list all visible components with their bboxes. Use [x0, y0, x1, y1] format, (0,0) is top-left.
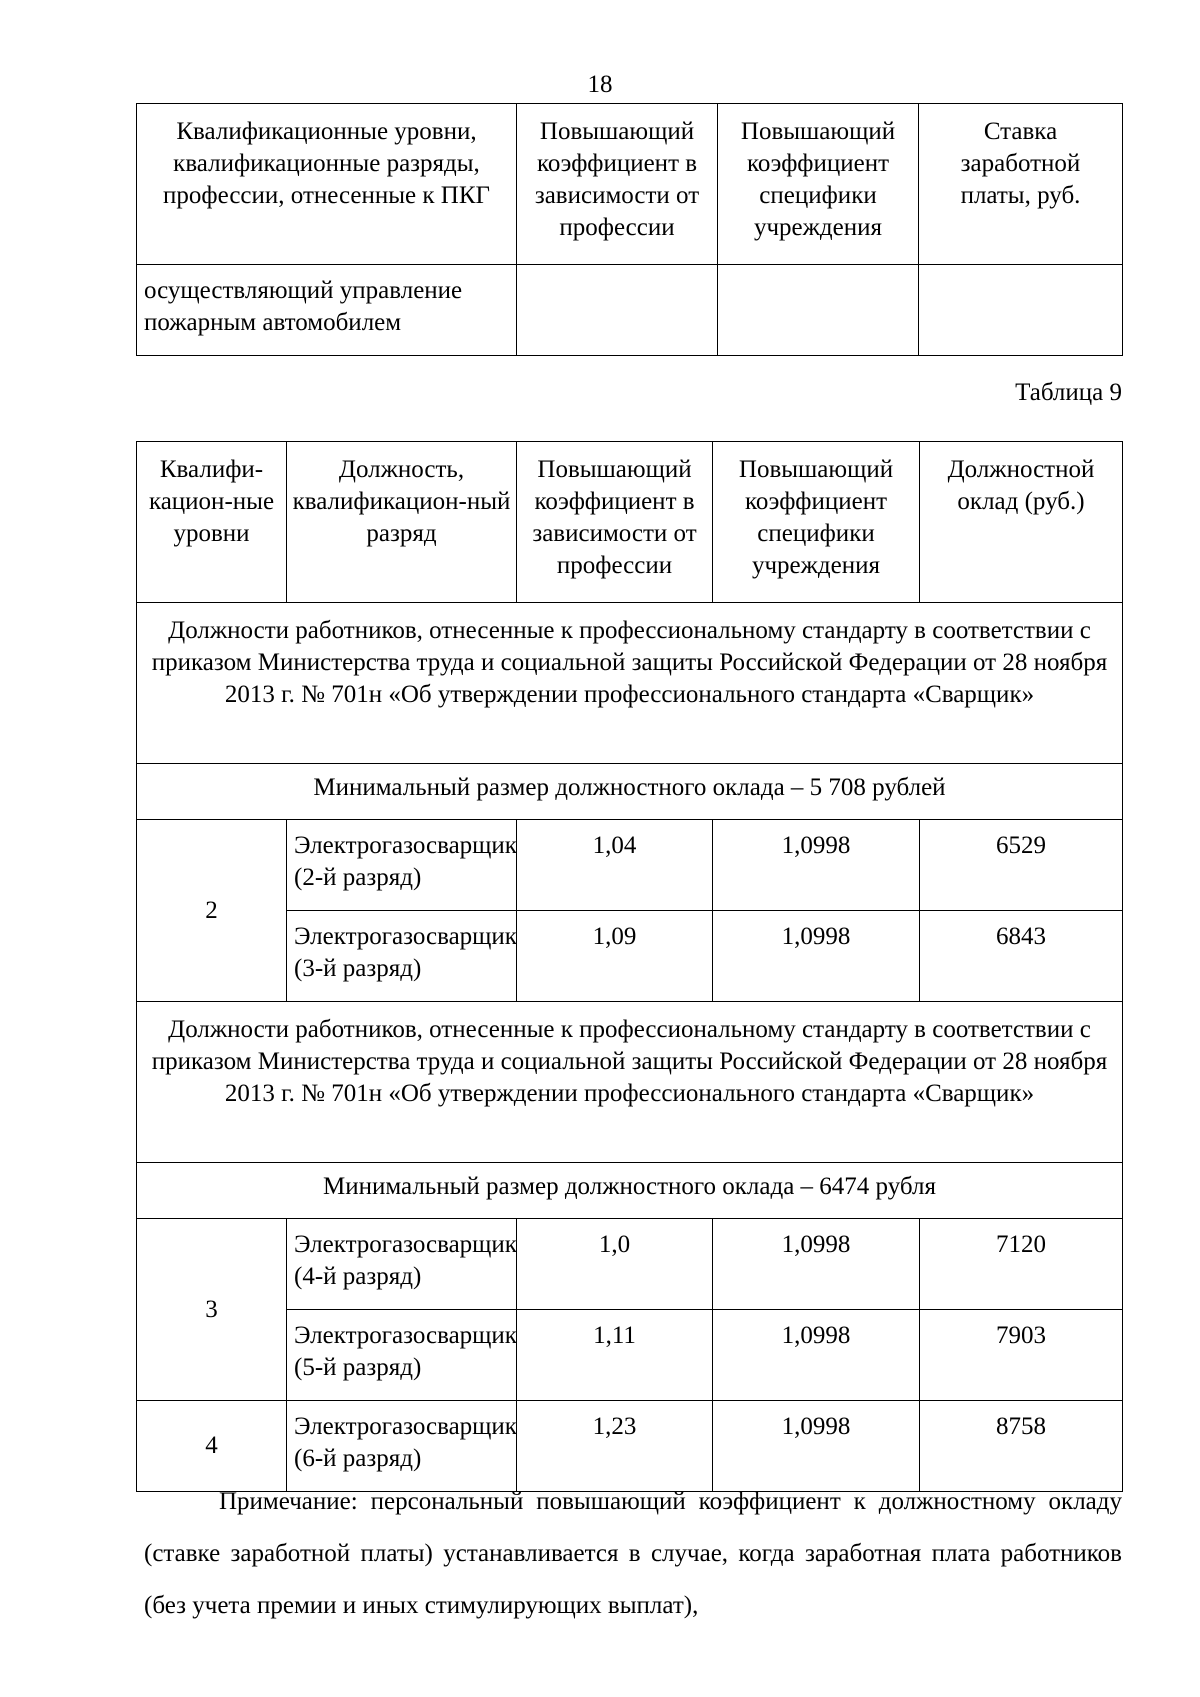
header-qualification-levels: Квалификационные уровни, квалификационные разряды, профессии, отнесенные к ПКГ	[137, 104, 517, 265]
min-salary-row	[137, 764, 1123, 820]
coef-profession-cell: 1,09	[517, 911, 713, 1002]
salary-cell: 8758	[920, 1401, 1123, 1492]
table-row	[137, 1219, 1123, 1310]
header-coef-institution: Повышающий коэффициент специфики учреждения	[713, 442, 920, 603]
table-header-row	[137, 442, 1123, 603]
table-9	[136, 441, 1123, 1492]
coef-institution-cell: 1,0998	[713, 1219, 920, 1310]
qualification-level: 4	[137, 1401, 287, 1492]
header-coef-institution: Повышающий коэффициент специфики учреждения	[718, 104, 919, 265]
coef-institution-cell: 1,0998	[713, 1310, 920, 1401]
coef-profession-cell	[517, 265, 718, 356]
min-salary: Минимальный размер должностного оклада – 6474 рубля	[137, 1163, 1123, 1219]
table-header-row	[137, 104, 1123, 265]
rate-cell	[919, 265, 1123, 356]
coef-institution-cell	[718, 265, 919, 356]
min-salary-row	[137, 1163, 1123, 1219]
position-cell: Электрогазосварщик (6-й разряд)	[287, 1401, 517, 1492]
salary-cell: 7120	[920, 1219, 1123, 1310]
header-coef-profession: Повышающий коэффициент в зависимости от профессии	[517, 442, 713, 603]
coef-profession-cell: 1,0	[517, 1219, 713, 1310]
position-cell: Электрогазосварщик (5-й разряд)	[287, 1310, 517, 1401]
coef-profession-cell: 1,11	[517, 1310, 713, 1401]
table-row	[137, 265, 1123, 356]
header-qualification-levels: Квалифи-кацион-ные уровни	[137, 442, 287, 603]
coef-institution-cell: 1,0998	[713, 820, 920, 911]
position-cell: Электрогазосварщик (3-й разряд)	[287, 911, 517, 1002]
salary-cell: 6843	[920, 911, 1123, 1002]
table-row	[137, 820, 1123, 911]
salary-cell: 7903	[920, 1310, 1123, 1401]
profession-cell: осуществляющий управление пожарным автомобилем	[137, 265, 517, 356]
coef-institution-cell: 1,0998	[713, 1401, 920, 1492]
qualification-level: 2	[137, 820, 287, 1002]
header-rate: Ставка заработной платы, руб.	[919, 104, 1123, 265]
table-caption: Таблица 9	[1015, 379, 1122, 406]
note-paragraph: Примечание: персональный повышающий коэффициент к должностному окладу (ставке заработной платы) устанавливается в случае, когда заработная плата работников (без учета премии и иных стимулирующих выплат),	[144, 1488, 1122, 1619]
salary-cell: 6529	[920, 820, 1123, 911]
section-title-row	[137, 603, 1123, 764]
header-position: Должность, квалификацион-ный разряд	[287, 442, 517, 603]
section-title-row	[137, 1002, 1123, 1163]
header-salary: Должностной оклад (руб.)	[920, 442, 1123, 603]
continued-table	[136, 103, 1123, 356]
header-coef-profession: Повышающий коэффициент в зависимости от профессии	[517, 104, 718, 265]
coef-profession-cell: 1,04	[517, 820, 713, 911]
section-title: Должности работников, отнесенные к профессиональному стандарту в соответствии с приказом Министерства труда и социальной защиты Российской Федерации от 28 ноября 2013 г. № 701н «Об утверждении профессионального стандарта «Сварщик»	[137, 1002, 1123, 1163]
coef-institution-cell: 1,0998	[713, 911, 920, 1002]
position-cell: Электрогазосварщик (4-й разряд)	[287, 1219, 517, 1310]
coef-profession-cell: 1,23	[517, 1401, 713, 1492]
min-salary: Минимальный размер должностного оклада – 5 708 рублей	[137, 764, 1123, 820]
qualification-level: 3	[137, 1219, 287, 1401]
page-number: 18	[587, 71, 613, 98]
section-title: Должности работников, отнесенные к профессиональному стандарту в соответствии с приказом Министерства труда и социальной защиты Российской Федерации от 28 ноября 2013 г. № 701н «Об утверждении профессионального стандарта «Сварщик»	[137, 603, 1123, 764]
position-cell: Электрогазосварщик (2-й разряд)	[287, 820, 517, 911]
